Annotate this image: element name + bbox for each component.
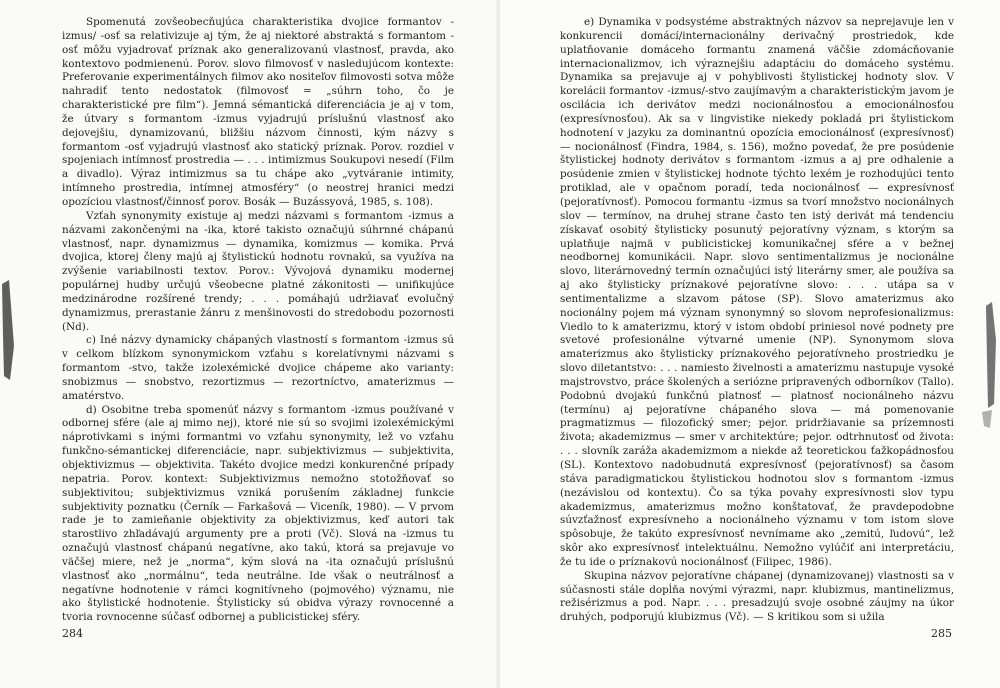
left-paragraph-3: c) Iné názvy dynamicky chápaných vlastností s formantom -izmus sú v celkom blízkom synonymickom vzťahu s korelatívnymi názvami s formantom -stvo, takže izolexémické dvojice chápeme ako varianty: snobizmus — snobstvo, rezortizmus — rezortníctvo, amaterizmus — amatérstvo. <box>62 334 454 402</box>
right-paragraph-2: Skupina názvov pejoratívne chápanej (dynamizovanej) vlastnosti sa v súčasnosti stále dopĺňa novými výrazmi, napr. klubizmus, mantinelizmus, režisérizmus a pod. Napr. . . . presadzujú svoje osobné záujmy na úkor druhých, podporujú klubizmus (Vč). — S kritikou som si užila <box>560 569 954 624</box>
left-text-column <box>62 16 454 625</box>
right-paragraph-1: e) Dynamika v podsystéme abstraktných názvov sa neprejavuje len v konkurencii domácí/internacionálny derivačný prostriedok, kde uplatňovanie domáceho formantu znamená väčšie zdomácňovanie internacionalizmov, ich výraznejšiu adaptáciu do domáceho systému. Dynamika sa prejavuje aj v pohyblivosti štylistickej hodnoty slov. V korelácii formantov -izmus/-stvo zaujímavým a charakteristickým javom je oscilácia ich derivátov medzi nocionálnosťou a emocionálnosťou (expresívnosťou). Ak sa v lingvistike niekedy pokladá pri štylistickom hodnotení v jazyku za dominantnú opozícia emocionálnosť (expresívnosť) — nocionálnosť (Findra, 1984, s. 156), možno povedať, že pre posúdenie štylistickej hodnoty derivátov s formantom -izmus a aj pre odhalenie a posúdenie zmien v štylistickej hodnote týchto lexém je rozhodujúci tento protiklad, ale v opačnom poradí, teda nocionálnosť — expresívnosť (pejoratívnosť). Pomocou formantu -izmus sa tvorí množstvo nocionálnych slov — termínov, na druhej strane často ten istý derivát má tendenciu získavať osobitý štylisticky posunutý pejoratívny význam, s ktorým sa uplatňuje najmä v publicistickej komunikačnej sfére a v bežnej neodbornej komunikácii. Napr. slovo sentimentalizmus je nocionálne slovo, literárnovedný termín označujúci istý literárny smer, ale používa sa aj ako štylisticky príznakové pejoratívne slovo: . . . utápa sa v sentimentalizme a slzavom pátose (SP). Slovo amaterizmus ako nocionálny pojem má význam synonymný so slovom neprofesionalizmus: Viedlo to k amaterizmu, ktorý v istom období priniesol nové podnety pre svetové profesionálne výtvarné umenie (NP). Synonymom slova amaterizmus ako štylisticky príznakového pejoratívneho prostriedku je slovo diletantstvo: . . . namiesto živelnosti a amaterizmu nastupuje vysoké majstrovstvo, práce školených a seriózne pripravených odborníkov (Tallo). Podobnú dvojakú funkčnú platnosť — platnosť nocionálneho názvu (termínu) aj pejoratívne chápaného slova — má pomenovanie pragmatizmus — filozofický smer; pejor. pridržiavanie sa prízemnosti života; akademizmus — smer v architektúre; pejor. odtrhnutosť od života: . . . slovník zaráža akademizmom a niekde až teoretickou ťažkopádnosťou (SL). Kontextovo nadobudnutá expresívnosť (pejoratívnosť) sa časom stáva paradigmatickou štylistickou hodnotou slov s formantom -izmus (nezávislou od kontextu). Čo sa týka povahy expresívnosti slov typu akademizmus, amaterizmus možno konštatovať, že pravdepodobne súvzťažnosť expresívneho a nocionálneho významu v tom istom slove spôsobuje, že takúto expresívnosť nevnímame ako „zemitú, ľudovú“, lež skôr ako expresívnosť intelektuálnu. Nemožno vylúčiť ani interpretáciu, že tu ide o príznakovú nocionálnosť (Filipec, 1986). <box>560 16 954 568</box>
left-paragraph-1: Spomenutá zovšeobecňujúca charakteristika dvojice formantov -izmus/ -osť sa relativizuje aj tým, že aj niektoré abstraktá s formantom -osť môžu vyjadrovať príznak ako generalizovanú vlastnosť, pravda, ako kontextovo podmienenú. Porov. slovo filmovosť v nasledujúcom kontexte: Preferovanie experimentálnych filmov ako nositeľov filmovosti sotva môže nahradiť tento nedostatok (filmovosť = „súhrn toho, čo je charakteristické pre film“). Jemná sémantická diferenciácia je aj v tom, že útvary s formantom -izmus vyjadrujú príslušnú vlastnosť ako dejovejšiu, dynamizovanú, bližšiu názvom činnosti, kým názvy s formantom -osť vyjadrujú vlastnosť ako statický príznak. Porov. rozdiel v spojeniach intímnosť prostredia — . . . intimizmus Soukupovi nesedí (Film a divadlo). Výraz intimizmus sa tu chápe ako „vytváranie intimity, intímneho prostredia, intímnej atmosféry“ (o neostrej hranici medzi opozíciou vlastnosť/činnosť porov. Bosák — Buzássyová, 1985, s. 108). <box>62 16 454 208</box>
scan-edge-mark <box>0 276 18 384</box>
left-paragraph-2: Vzťah synonymity existuje aj medzi názvami s formantom -izmus a názvami zakončenými na -ika, ktoré takisto označujú súhrnné chápanú vlastnosť, napr. dynamizmus — dynamika, komizmus — komika. Prvá dvojica, ktorej členy majú aj štylistickú hodnotu rovnakú, sa využíva na zvýšenie variabilnosti textov. Porov.: Vývojová dynamiku modernej populárnej hudby určujú všeobecne platné zákonitosti — unifikujúce medzinárodne rozšírené trendy; . . . pomáhajú udržiavať evolučný dynamizmus, prerastanie žánru z menšinovosti do stredobodu pozornosti (Nd). <box>62 209 454 333</box>
right-page-number: 285 <box>931 627 952 640</box>
scan-edge-mark-right <box>978 300 998 410</box>
left-paragraph-4: d) Osobitne treba spomenúť názvy s formantom -izmus používané v odbornej sfére (ale aj mimo nej), ktoré nie sú so svojimi izolexémickými náprotivkami s inými formantmi vo vzťahu synonymity, lež vo vzťahu funkčno-sémantickej diferenciácie, napr. subjektivizmus — subjektivita, objektivizmus — objektivita. Takéto dvojice medzi konkurenčné prípady nepatria. Porov. kontext: Subjektivizmus nemožno stotožňovať so subjektivitou; subjektivizmus vzniká porušením základnej funkcie subjektivity poznatku (Černík — Farkašová — Viceník, 1980). — V prvom rade je to zamieňanie objektivity za objektivizmus, keď autori tak starostlivo zhľadávajú argumenty pre a proti (Vč). Slová na -izmus tu označujú vlastnosť chápanú negatívne, ako takú, ktorá sa prejavuje vo väčšej miere, než je „norma“, kým slová na -ita označujú príslušnú vlastnosť ako „normálnu“, teda neutrálne. Ide však o neutrálnosť a negatívne hodnotenie v rámci kognitívneho (pojmového) významu, nie ako štylistické hodnotenie. Štylisticky sú obidva výrazy rovnocenné a tvoria rovnocenne súčasť odbornej a publicistickej sféry. <box>62 403 454 624</box>
right-page <box>500 0 1000 688</box>
right-text-column <box>560 16 954 625</box>
scan-speck <box>980 408 994 430</box>
left-page-number: 284 <box>62 627 83 640</box>
